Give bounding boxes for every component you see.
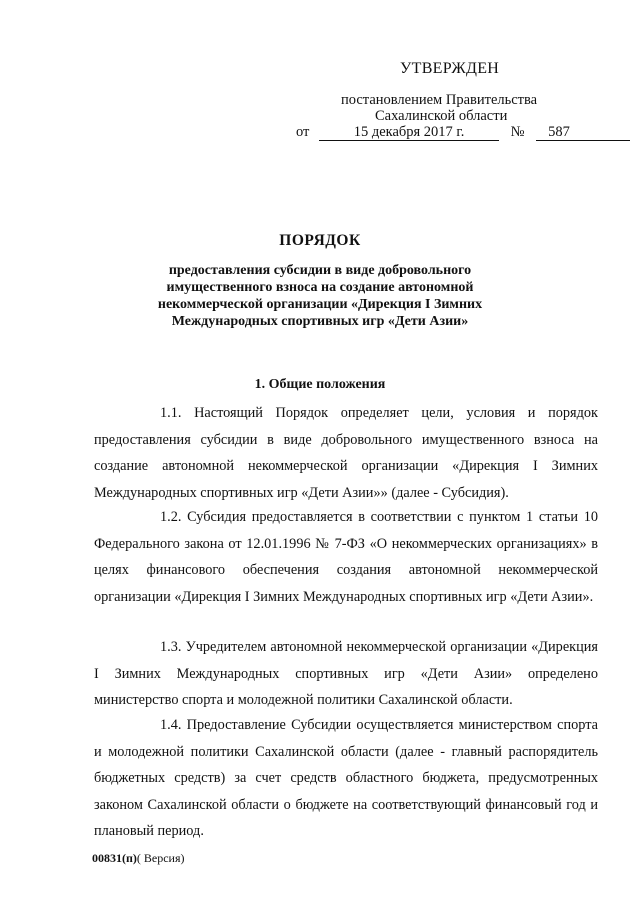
- approval-date-row: [296, 124, 630, 141]
- document-subtitle-line: некоммерческой организации «Дирекция I Зимних: [157, 297, 483, 312]
- paragraph-1-4: 1.4. Предоставление Субсидии осуществляется министерством спорта и молодежной политики Сахалинской области (далее - главный распорядитель бюджетных средств) за счет средств областного бюджета, предусмотренных законом Сахалинской области о бюджете на соответствующий финансовый год и плановый период.: [94, 717, 598, 839]
- approval-number-label: №: [510, 124, 525, 140]
- approval-title: УТВЕРЖДЕН: [400, 60, 500, 77]
- footer-code: 00831(п): [92, 851, 137, 865]
- paragraph-1-2: 1.2. Субсидия предоставляется в соответствии с пунктом 1 статьи 10 Федерального закона от 12.01.1996 № 7-ФЗ «О некоммерческих организациях» в целях финансового обеспечения создания автономной некоммерческой организации «Дирекция I Зимних Международных спортивных игр «Дети Азии».: [94, 509, 598, 605]
- document-subtitle-line: имущественного взноса на создание автономной: [166, 280, 474, 295]
- section-heading: 1. Общие положения: [254, 377, 386, 392]
- approval-date: 15 декабря 2017 г.: [319, 124, 499, 141]
- approval-line-1: постановлением Правительства: [341, 92, 538, 108]
- paragraph-1-1: 1.1. Настоящий Порядок определяет цели, условия и порядок предоставления субсидии в виде добровольного имущественного взноса на создание автономной некоммерческой организации «Дирекция I Зимних Международных спортивных игр «Дети Азии»» (далее - Субсидия).: [94, 405, 598, 501]
- paragraph-1-3: 1.3. Учредителем автономной некоммерческой организации «Дирекция I Зимних Международных спортивных игр «Дети Азии» определено министерство спорта и молодежной политики Сахалинской области.: [94, 639, 598, 708]
- document-subtitle: [0, 262, 640, 330]
- approval-line-2: Сахалинской области: [375, 108, 508, 124]
- document-title: ПОРЯДОК: [279, 232, 361, 249]
- approval-from-label: от: [296, 124, 310, 140]
- footer-version: ( Версия): [136, 851, 185, 865]
- document-subtitle-line: Международных спортивных игр «Дети Азии»: [171, 314, 469, 329]
- approval-number: 587: [536, 124, 630, 141]
- footer-document-code: [92, 851, 185, 866]
- document-subtitle-line: предоставления субсидии в виде добровольного: [168, 263, 472, 278]
